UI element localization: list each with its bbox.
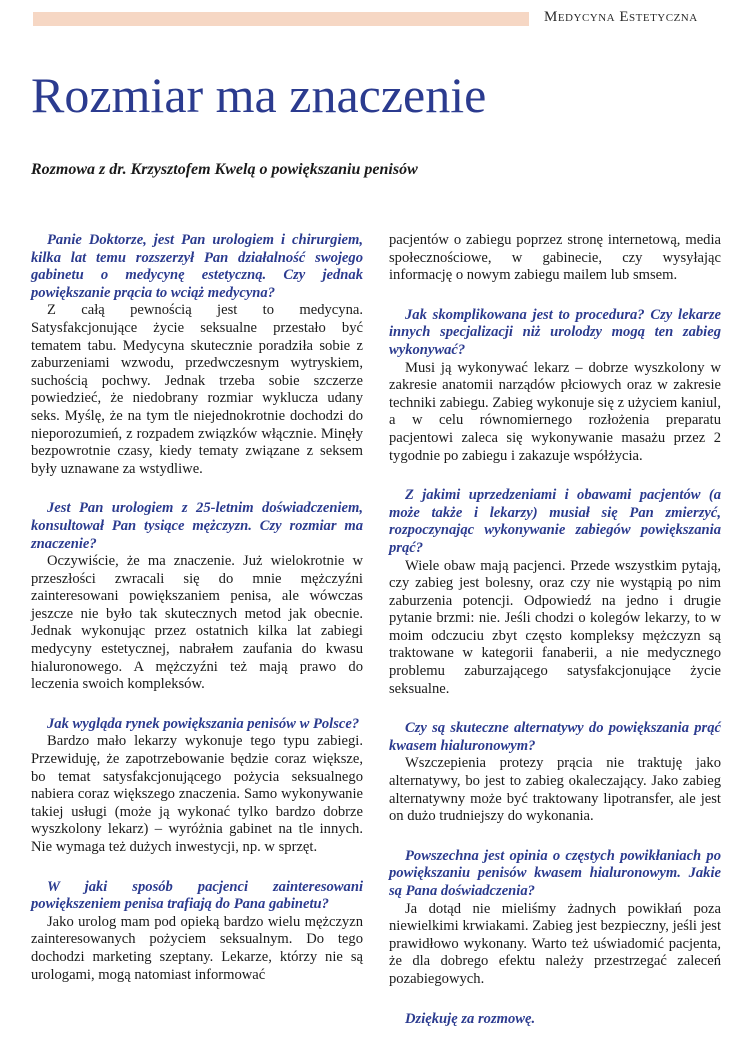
- answer-5: Musi ją wykonywać lekarz – dobrze wyszkolony w zakresie anatomii narządów płciowych oraz w zakresie techniki zabiegu. Zabieg wykonuje się z użyciem kaniul, a w celu równomiernego rozłożenia preparatu pacjentowi zaleca się wykonywanie masażu przez 2 tygodnie po zabiegu i zakazuje współżycia.: [389, 359, 721, 464]
- answer-6: Wiele obaw mają pacjenci. Przede wszystkim pytają, czy zabieg jest bolesny, oraz czy nie wystąpią po nim zaburzenia potencji. Odpowiedź na jedno i drugie pytanie brzmi: nie. Jeśli chodzi o kolegów lekarzy, to w moim odczuciu zbyt często kompleksy mężczyzn są traktowane w kategorii fanaberii, a nie medycznego problemu zaburzającego satysfakcjonujące życie seksualne.: [389, 557, 721, 697]
- question-8: Powszechna jest opinia o częstych powikłaniach po powiększaniu penisów kwasem hialuronowym. Jakie są Pana doświadczenia?: [389, 847, 721, 899]
- answer-8: Ja dotąd nie mieliśmy żadnych powikłań poza niewielkimi krwiakami. Zabieg jest bezpieczny, jeśli jest prawidłowo wykonany. Warto też uświadomić pacjenta, że dla dobrego efektu należy przestrzegać zaleceń pozabiegowych.: [389, 900, 721, 987]
- section-label: Medycyna Estetyczna: [544, 9, 698, 25]
- question-7: Czy są skuteczne alternatywy do powiększania prąć kwasem hialuronowym?: [389, 720, 721, 754]
- header-accent-bar: [33, 12, 529, 26]
- answer-3: Bardzo mało lekarzy wykonuje tego typu zabiegi. Przewiduję, że zapotrzebowanie będzie coraz większe, bo temat satysfakcjonującego pożycia seksualnego nabiera coraz większego znaczenia. Samo wykonywanie takiej usługi (może ją wykonać tylko bardzo dobrze wyszkolony lekarz) – wyróżnia gabinet na tle innych. Nie wymaga też dużych inwestycji, np. w sprzęt.: [31, 733, 363, 855]
- question-5: Jak skomplikowana jest to procedura? Czy lekarze innych specjalizacji niż urolodzy mogą ten zabieg wykonywać?: [389, 306, 721, 358]
- question-4: W jaki sposób pacjenci zainteresowani powiększeniem penisa trafiają do Pana gabinetu?: [31, 878, 363, 913]
- question-2: Jest Pan urologiem z 25-letnim doświadczeniem, konsultował Pan tysiące mężczyzn. Czy rozmiar ma znaczenie?: [31, 500, 363, 552]
- article-subtitle: Rozmowa z dr. Krzysztofem Kwelą o powiększaniu penisów: [31, 161, 418, 178]
- right-column: [389, 232, 721, 1028]
- answer-7: Wszczepienia protezy prącia nie traktuję jako alternatywy, bo jest to zabieg okaleczający. Jako zabieg alternatywny może być traktowany lipotransfer, ale jest on dużo trudniejszy do wykonania.: [389, 755, 721, 825]
- answer-1: Z całą pewnością jest to medycyna. Satysfakcjonujące życie seksualne przestało być tematem tabu. Medycyna skutecznie poradziła sobie z zaburzeniami wzwodu, przedwczesnym wytryskiem, suchością pochwy. Jednak trzeba sobie szczerze powiedzieć, że niedobrany rozmiar wyklucza udany seks. Myślę, że na tym tle niejednokrotnie dochodzi do nieporozumień, z rozpadem związków włącznie. Minęły bezpowrotnie czasy, kiedy tematy związane z seksem były uznawane za wstydliwe.: [31, 302, 363, 477]
- question-3: Jak wygląda rynek powiększania penisów w Polsce?: [47, 715, 360, 732]
- question-6: Z jakimi uprzedzeniami i obawami pacjentów (a może także i lekarzy) musiał się Pan zmierzyć, rozpoczynając wykonywanie zabiegów powiększania prąć?: [389, 487, 721, 556]
- answer-4-continuation: pacjentów o zabiegu poprzez stronę internetową, media społecznościowe, w gabinecie, czy wysyłając informację o nowym zabiegu mailem lub smsem.: [389, 232, 721, 284]
- question-1: Panie Doktorze, jest Pan urologiem i chirurgiem, kilka lat temu rozszerzył Pan działalność swojego gabinetu o medycynę estetyczną. Czy jednak powiększanie prącia to wciąż medycyna?: [31, 232, 363, 301]
- left-column: [31, 232, 363, 984]
- article-title: Rozmiar ma znaczenie: [31, 67, 487, 123]
- answer-2: Oczywiście, że ma znaczenie. Już wielokrotnie w przeszłości zwracali się do mnie mężczyźni zainteresowani powiększaniem penisa, ale wówczas jeszcze nie było tak skutecznych metod jak obecnie. Jednak wykonując przez ostatnich kilka lat zabiegi medycyny estetycznej, nabrałem zaufania do kwasu hialuronowego. A mężczyźni też mają prawo do leczenia swoich kompleksów.: [31, 553, 363, 693]
- closing-thanks: Dziękuję za rozmowę.: [405, 1010, 536, 1027]
- answer-4: Jako urolog mam pod opieką bardzo wielu mężczyzn zainteresowanych pożyciem seksualnym. Do tego dochodzi marketing szeptany. Lekarze, którzy nie są urologami, mogą natomiast informować: [31, 913, 363, 983]
